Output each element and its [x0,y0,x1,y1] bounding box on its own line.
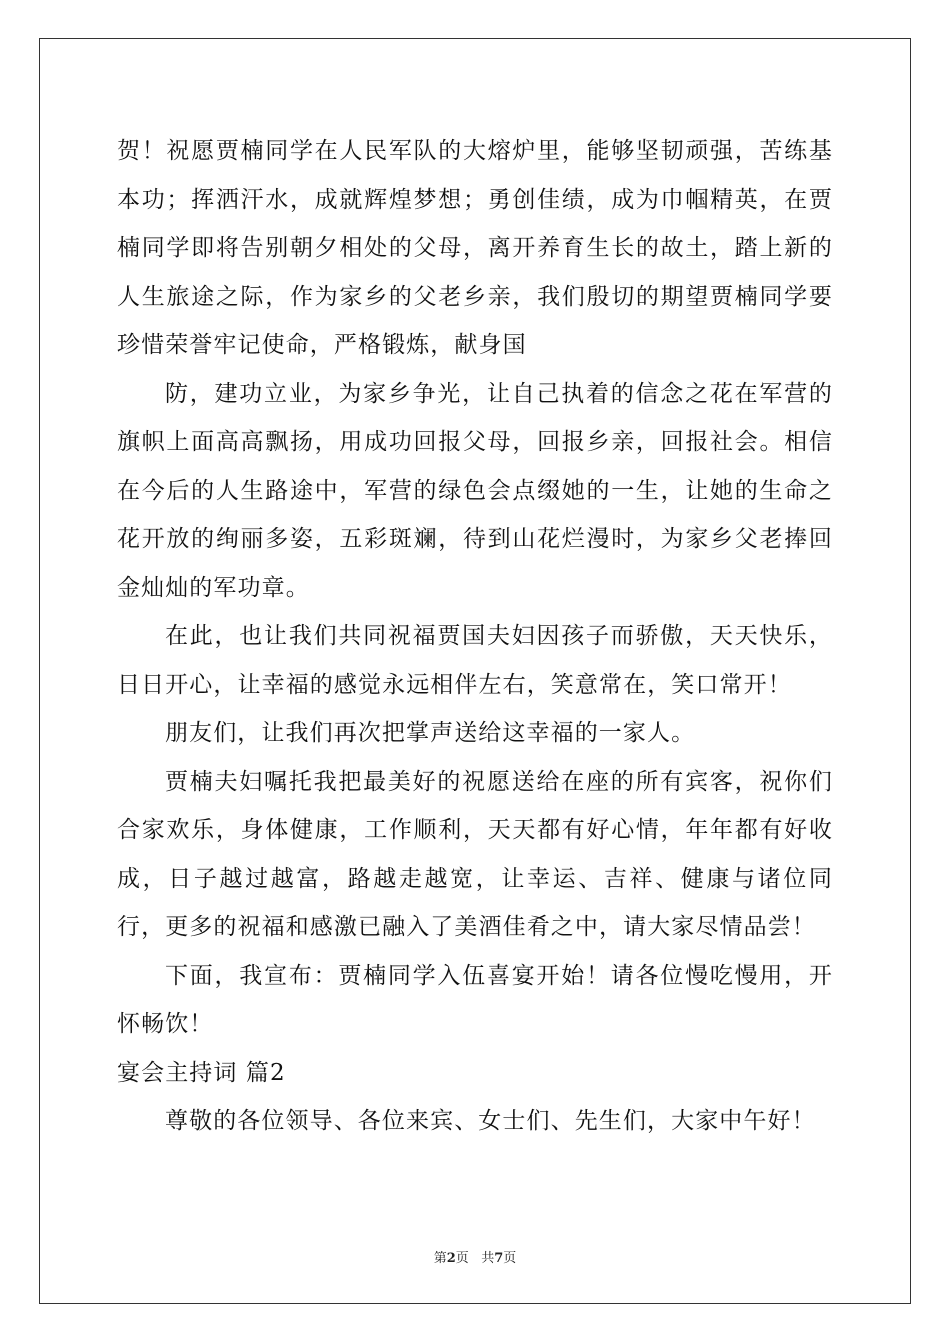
page-prefix: 第 [433,1251,447,1266]
total-page-count: 7 [494,1251,504,1266]
paragraph: 防，建功立业，为家乡争光，让自己执着的信念之花在军营的旗帜上面高高飘扬，用成功回报父母，回报乡亲，回报社会。相信在今后的人生路途中，军营的绿色会点缀她的一生，让她的生命之花开放的绚丽多姿，五彩斑斓，待到山花烂漫时，为家乡父老捧回金灿灿的军功章。 [117,380,833,601]
paragraph-continuation: 贺！祝愿贾楠同学在人民军队的大熔炉里，能够坚韧顽强，苦练基本功；挥洒汗水，成就辉煌梦想；勇创佳绩，成为巾帼精英，在贾楠同学即将告别朝夕相处的父母，离开养育生长的故土，踏上新的人生旅途之际，作为家乡的父老乡亲，我们殷切的期望贾楠同学要珍惜荣誉牢记使命，严格锻炼，献身国 [117,138,833,358]
total-unit: 页 [503,1251,517,1266]
paragraph: 朋友们，让我们再次把掌声送给这幸福的一家人。 [165,720,696,746]
page-footer [0,1247,950,1266]
paragraph: 尊敬的各位领导、各位来宾、女士们、先生们，大家中午好！ [165,1108,816,1134]
total-prefix: 共 [481,1251,495,1266]
document-body [117,127,833,1146]
paragraph: 贾楠夫妇嘱托我把最美好的祝愿送给在座的所有宾客，祝你们合家欢乐，身体健康，工作顺利，天天都有好心情，年年都有好收成，日子越过越富，路越走越宽，让幸运、吉祥、健康与诸位同行，更多的祝福和感激已融入了美酒佳肴之中，请大家尽情品尝！ [117,768,833,940]
section-heading: 宴会主持词 篇2 [117,1059,286,1086]
paragraph: 下面，我宣布：贾楠同学入伍喜宴开始！请各位慢吃慢用，开怀畅饮！ [117,962,833,1037]
paragraph: 在此，也让我们共同祝福贾国夫妇因孩子而骄傲，天天快乐，日日开心，让幸福的感觉永远相伴左右，笑意常在，笑口常开！ [117,623,833,698]
page-unit: 页 [455,1251,469,1266]
current-page-number: 2 [446,1251,456,1266]
